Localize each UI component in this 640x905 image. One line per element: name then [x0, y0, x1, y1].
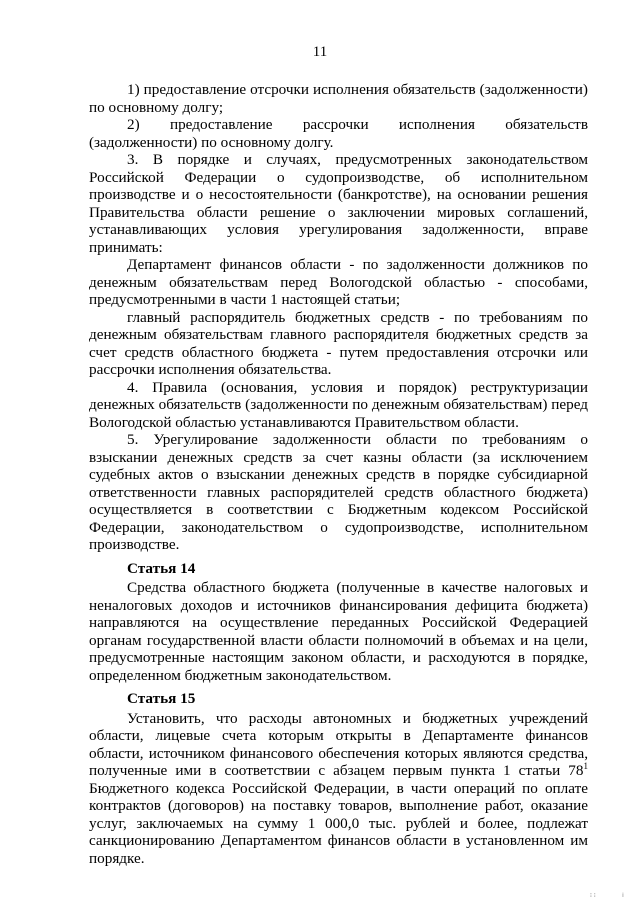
- document-body: [89, 81, 588, 867]
- article-15-text-part1: Установить, что расходы автономных и бюджетных учреждений области, лицевые счета которым открыты в Департаменте финансов области, источником финансового обеспечения которых являются средства, полученные ими в соответствии с абзацем первым пункта 1 статьи 78: [89, 709, 588, 779]
- article-15-text-part2: Бюджетного кодекса Российской Федерации, в части операций по оплате контрактов (договоров) на поставку товаров, выполнение работ, оказание услуг, заключаемых на сумму 1 000,0 тыс. рублей и более, подлежат санкционированию Департаментом финансов области в установленном им порядке.: [89, 779, 588, 867]
- paragraph-chief-manager: главный распорядитель бюджетных средств - по требованиям по денежным обязательствам главного распорядителя бюджетных средств за счет средств областного бюджета - путем предоставления отсрочки или рассрочки исполнения обязательства.: [89, 308, 588, 378]
- corner-mark-right: ⁞: [622, 892, 624, 899]
- paragraph-item-1: 1) предоставление отсрочки исполнения обязательств (задолженности) по основному долгу;: [89, 81, 588, 116]
- corner-mark-left: ⁝ ⁝: [590, 892, 596, 899]
- paragraph-part-5: 5. Урегулирование задолженности области по требованиям о взыскании денежных средств за счет казны области (за исключением судебных актов о взыскании денежных средств в порядке субсидиарной ответственности главных распорядителей средств областного бюджета) осуществляется в соответствии с Бюджетным кодексом Российской Федерации, законодательством о судопроизводстве, исполнительном производстве.: [89, 431, 588, 553]
- page-number: 11: [312, 44, 328, 60]
- article-15-heading: Статья 15: [127, 690, 196, 707]
- article-15-text: [89, 710, 588, 868]
- article-15-superscript: 1: [583, 760, 588, 771]
- article-14-heading: Статья 14: [127, 559, 196, 577]
- paragraph-department: Департамент финансов области - по задолженности должников по денежным обязательствам перед Вологодской областью - способами, предусмотренными в части 1 настоящей статьи;: [89, 256, 588, 308]
- paragraph-item-2: 2) предоставление рассрочки исполнения обязательств (задолженности) по основному долгу.: [89, 116, 588, 151]
- paragraph-part-3: 3. В порядке и случаях, предусмотренных законодательством Российской Федерации о судопроизводстве, об исполнительном производстве и о несостоятельности (банкротстве), на основании решения Правительства области решение о заключении мировых соглашений, устанавливающих условия урегулирования задолженности, вправе принимать:: [89, 151, 588, 256]
- article-14-text: Средства областного бюджета (полученные в качестве налоговых и неналоговых доходов и источников финансирования дефицита бюджета) направляются на осуществление переданных Российской Федерацией органам государственной власти области полномочий в объемах и на цели, предусмотренные настоящим законом области, и расходуются в порядке, определенном бюджетным законодательством.: [89, 579, 588, 684]
- paragraph-part-4: 4. Правила (основания, условия и порядок) реструктуризации денежных обязательств (задолженности по денежным обязательствам) перед Вологодской областью устанавливаются Правительством области.: [89, 378, 588, 431]
